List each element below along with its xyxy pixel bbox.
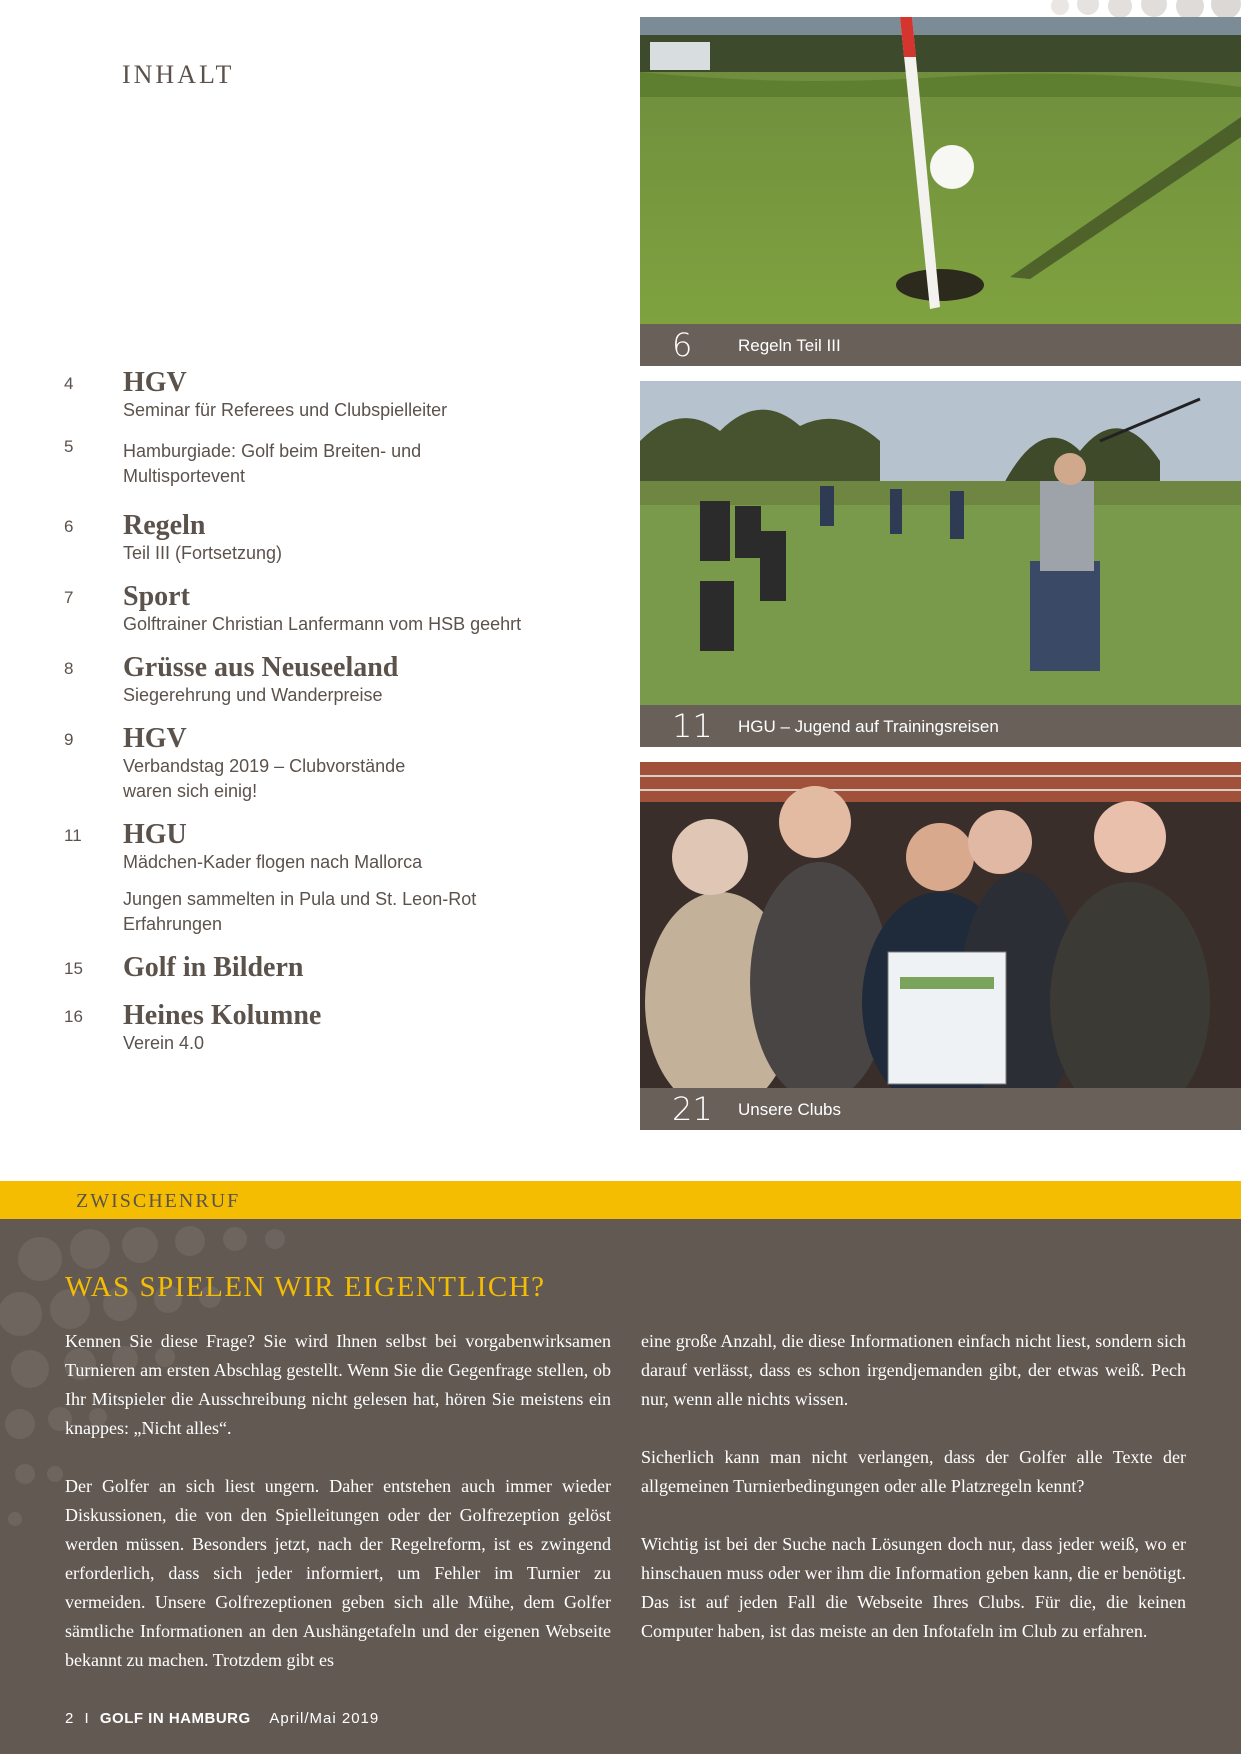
photo-card-youth[interactable] (640, 381, 1241, 747)
paragraph: Kennen Sie diese Frage? Sie wird Ihnen selbst bei vorgabenwirksamen Turnieren am ersten Abschlag gestellt. Wenn Sie die Gegenfrage stellen, ob Ihr Mitspieler die Ausschreibung nicht gelesen hat, hören Sie meistens ein knappes: „Nicht alles“. (65, 1331, 611, 1438)
toc-page-number: 7 (64, 588, 74, 607)
issue-date: April/Mai 2019 (269, 1710, 380, 1727)
club-award-photo (640, 762, 1241, 1088)
text-column-left (65, 1327, 611, 1704)
page-title: INHALT (122, 60, 235, 89)
toc-entry[interactable] (64, 820, 624, 937)
photo-caption (640, 324, 1241, 366)
toc-page-number: 11 (64, 826, 82, 845)
toc-subtitle: Golftrainer Christian Lanfermann vom HSB geehrt (123, 614, 522, 634)
toc-subtitle: Hamburgiade: Golf beim Breiten- und Multisportevent (123, 441, 422, 486)
toc-page-number: 5 (64, 437, 74, 456)
toc-page-number: 15 (64, 959, 83, 978)
page-number: 2 (65, 1710, 74, 1727)
toc-subtitle: Jungen sammelten in Pula und St. Leon-Rot Erfahrungen (123, 889, 477, 934)
toc-entry[interactable] (64, 582, 624, 637)
toc-entry[interactable] (64, 1001, 624, 1056)
caption-page-number: 6 (672, 326, 693, 364)
text-column-right (641, 1327, 1186, 1675)
toc-subtitle: Siegerehrung und Wanderpreise (123, 685, 383, 705)
caption-page-number: 11 (672, 707, 713, 745)
toc-page-number: 16 (64, 1007, 83, 1026)
youth-training-photo (640, 381, 1241, 705)
paragraph: Sicherlich kann man nicht verlangen, dass der Golfer alle Texte der allgemeinen Turnierbedingungen oder alle Platzregeln kennt? (641, 1447, 1186, 1496)
photo-card-rules[interactable] (640, 17, 1241, 366)
toc-subtitle: Teil III (Fortsetzung) (123, 543, 283, 563)
toc-entry[interactable] (64, 439, 624, 489)
paragraph: Wichtig ist bei der Suche nach Lösungen doch nur, dass jeder weiß, wo er hinschauen muss oder wer ihm die Information geben kann, die er benötigt. Das ist auf jeden Fall die Webseite Ihres Clubs. Für die, die keinen Computer haben, ist das meiste an den Infotafeln im Club zu erfahren. (641, 1534, 1186, 1641)
toc-page-number: 6 (64, 517, 74, 536)
footer-separator: I (84, 1710, 90, 1727)
toc-subtitle: Seminar für Referees und Clubspielleiter (123, 400, 448, 420)
photo-card-clubs[interactable] (640, 762, 1241, 1130)
photo-caption (640, 705, 1241, 747)
caption-page-number: 21 (672, 1090, 713, 1128)
toc-entry[interactable] (64, 511, 624, 566)
toc-heading: HGV (123, 723, 187, 754)
toc-heading: Regeln (123, 510, 206, 541)
toc-heading: Golf in Bildern (123, 952, 304, 983)
toc-page-number: 9 (64, 730, 74, 749)
toc-subtitle: Mädchen-Kader flogen nach Mallorca (123, 852, 423, 872)
photo-caption (640, 1088, 1241, 1130)
toc-entry[interactable] (64, 368, 624, 423)
toc-heading: Grüsse aus Neuseeland (123, 652, 399, 683)
toc-entry[interactable] (64, 653, 624, 708)
caption-text: HGU – Jugend auf Trainingsreisen (738, 717, 999, 736)
magazine-name: GOLF IN HAMBURG (99, 1710, 251, 1727)
toc-heading: Sport (123, 581, 190, 612)
caption-text: Regeln Teil III (738, 336, 841, 355)
toc-page-number: 4 (64, 374, 74, 393)
toc-subtitle: Verbandstag 2019 – Clubvorstände waren sich einig! (123, 756, 406, 801)
editorial-section (0, 1219, 1241, 1754)
toc-entry[interactable] (64, 724, 624, 804)
toc-entry[interactable] (64, 953, 624, 983)
toc-page-number: 8 (64, 659, 74, 678)
section-banner (0, 1181, 1241, 1219)
toc-heading: HGU (123, 819, 187, 850)
toc-heading: Heines Kolumne (123, 1000, 322, 1031)
golf-flag-photo (640, 17, 1241, 324)
editorial-title: WAS SPIELEN WIR EIGENTLICH? (65, 1271, 546, 1303)
toc-heading: HGV (123, 367, 187, 398)
page-footer (65, 1710, 379, 1727)
paragraph: eine große Anzahl, die diese Informationen einfach nicht liest, sondern sich darauf verlässt, dass es schon irgendjemanden gibt, der etwas weiß. Pech nur, wenn alle nichts wissen. (641, 1331, 1186, 1409)
paragraph: Der Golfer an sich liest ungern. Daher entstehen auch immer wieder Diskussionen, die von den Spielleitungen oder der Golfrezeption gelöst werden müssen. Besonders jetzt, nach der Regelreform, ist es zwingend erforderlich, dass sich jeder informiert, um Fehler im Turnier zu vermeiden. Unsere Golfrezeptionen geben sich alle Mühe, dem Golfer sämtliche Informationen an den Aushängetafeln und der eigenen Webseite bekannt zu machen. Trotzdem gibt es (65, 1476, 611, 1670)
caption-text: Unsere Clubs (738, 1100, 841, 1119)
section-label: ZWISCHENRUF (76, 1190, 241, 1212)
table-of-contents (64, 368, 624, 1072)
toc-subtitle: Verein 4.0 (123, 1033, 205, 1053)
